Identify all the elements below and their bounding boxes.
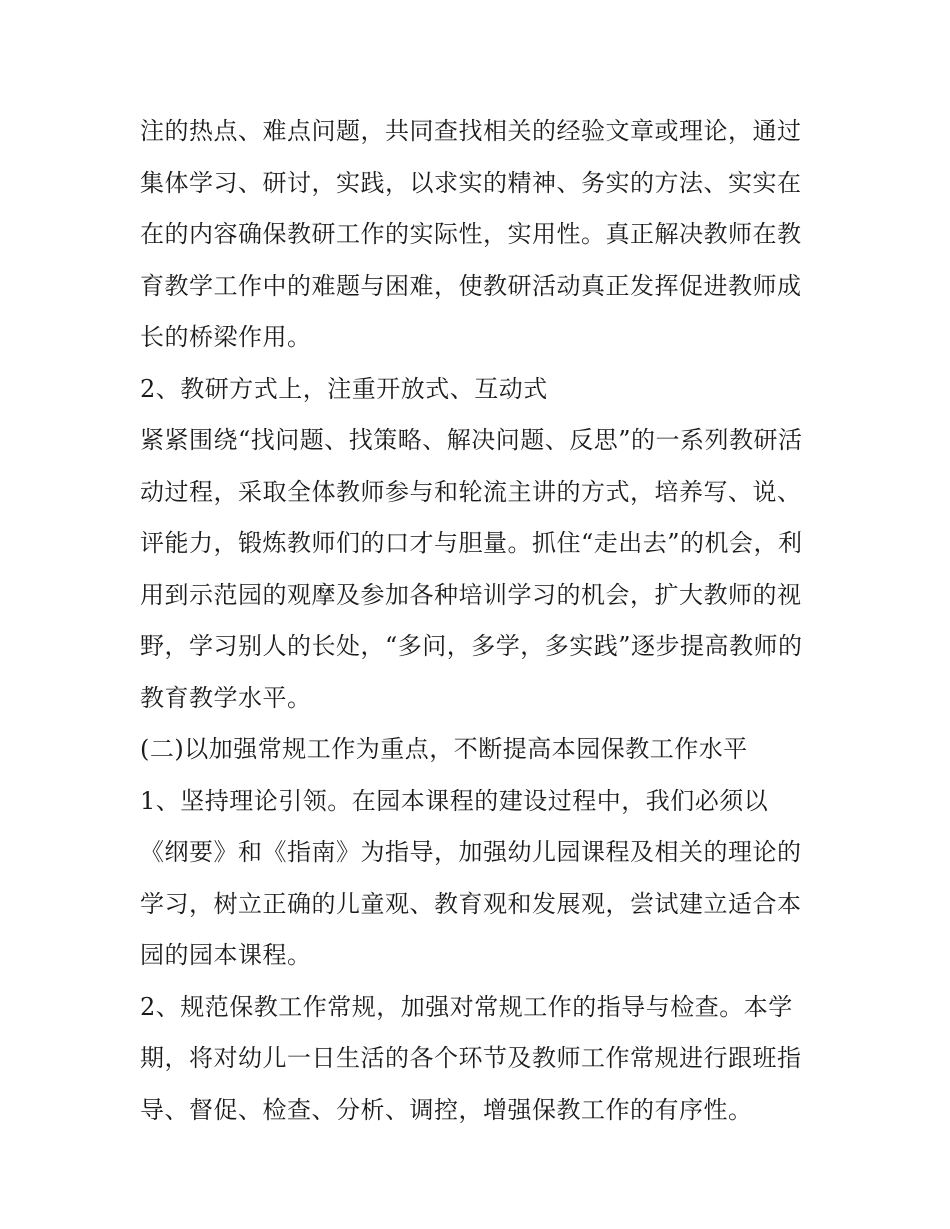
- text-line: 导、督促、检查、分析、调控，增强保教工作的有序性。: [140, 1095, 753, 1124]
- text-line: 2、规范保教工作常规，加强对常规工作的指导与检查。本学: [140, 992, 793, 1021]
- text-line: 《纲要》和《指南》为指导，加强幼儿园课程及相关的理论的: [140, 838, 802, 866]
- section-heading: (二)以加强常规工作为重点，不断提高本园保教工作水平: [140, 735, 748, 763]
- text-line: 1、坚持理论引领。在园本课程的建设过程中，我们必须以: [140, 786, 769, 815]
- document-body: [140, 106, 820, 1136]
- text-line: 园的园本课程。: [140, 941, 312, 969]
- text-line: 育教学工作中的难题与困难，使教研活动真正发挥促进教师成: [140, 271, 802, 300]
- section-heading: 2、教研方式上，注重开放式、互动式: [140, 374, 548, 403]
- text-line: 动过程，采取全体教师参与和轮流主讲的方式，培养写、说、: [140, 477, 802, 506]
- text-line: 紧紧围绕“找问题、找策略、解决问题、反思”的一系列教研活: [140, 426, 803, 454]
- text-line: 用到示范园的观摩及参加各种培训学习的机会，扩大教师的视: [140, 580, 802, 609]
- text-line: 长的桥梁作用。: [140, 323, 312, 351]
- text-line: 学习，树立正确的儿童观、教育观和发展观，尝试建立适合本: [140, 889, 802, 918]
- text-line: 教育教学水平。: [140, 683, 312, 712]
- text-line: 野，学习别人的长处，“多问，多学，多实践”逐步提高教师的: [140, 632, 803, 660]
- text-line: 在的内容确保教研工作的实际性，实用性。真正解决教师在教: [140, 220, 802, 248]
- text-line: 注的热点、难点问题，共同查找相关的经验文章或理论，通过: [140, 117, 802, 145]
- text-line: 集体学习、研讨，实践，以求实的精神、务实的方法、实实在: [140, 168, 802, 197]
- text-line: 期，将对幼儿一日生活的各个环节及教师工作常规进行跟班指: [140, 1044, 802, 1072]
- text-line: 评能力，锻炼教师们的口才与胆量。抓住“走出去”的机会，利: [140, 529, 803, 557]
